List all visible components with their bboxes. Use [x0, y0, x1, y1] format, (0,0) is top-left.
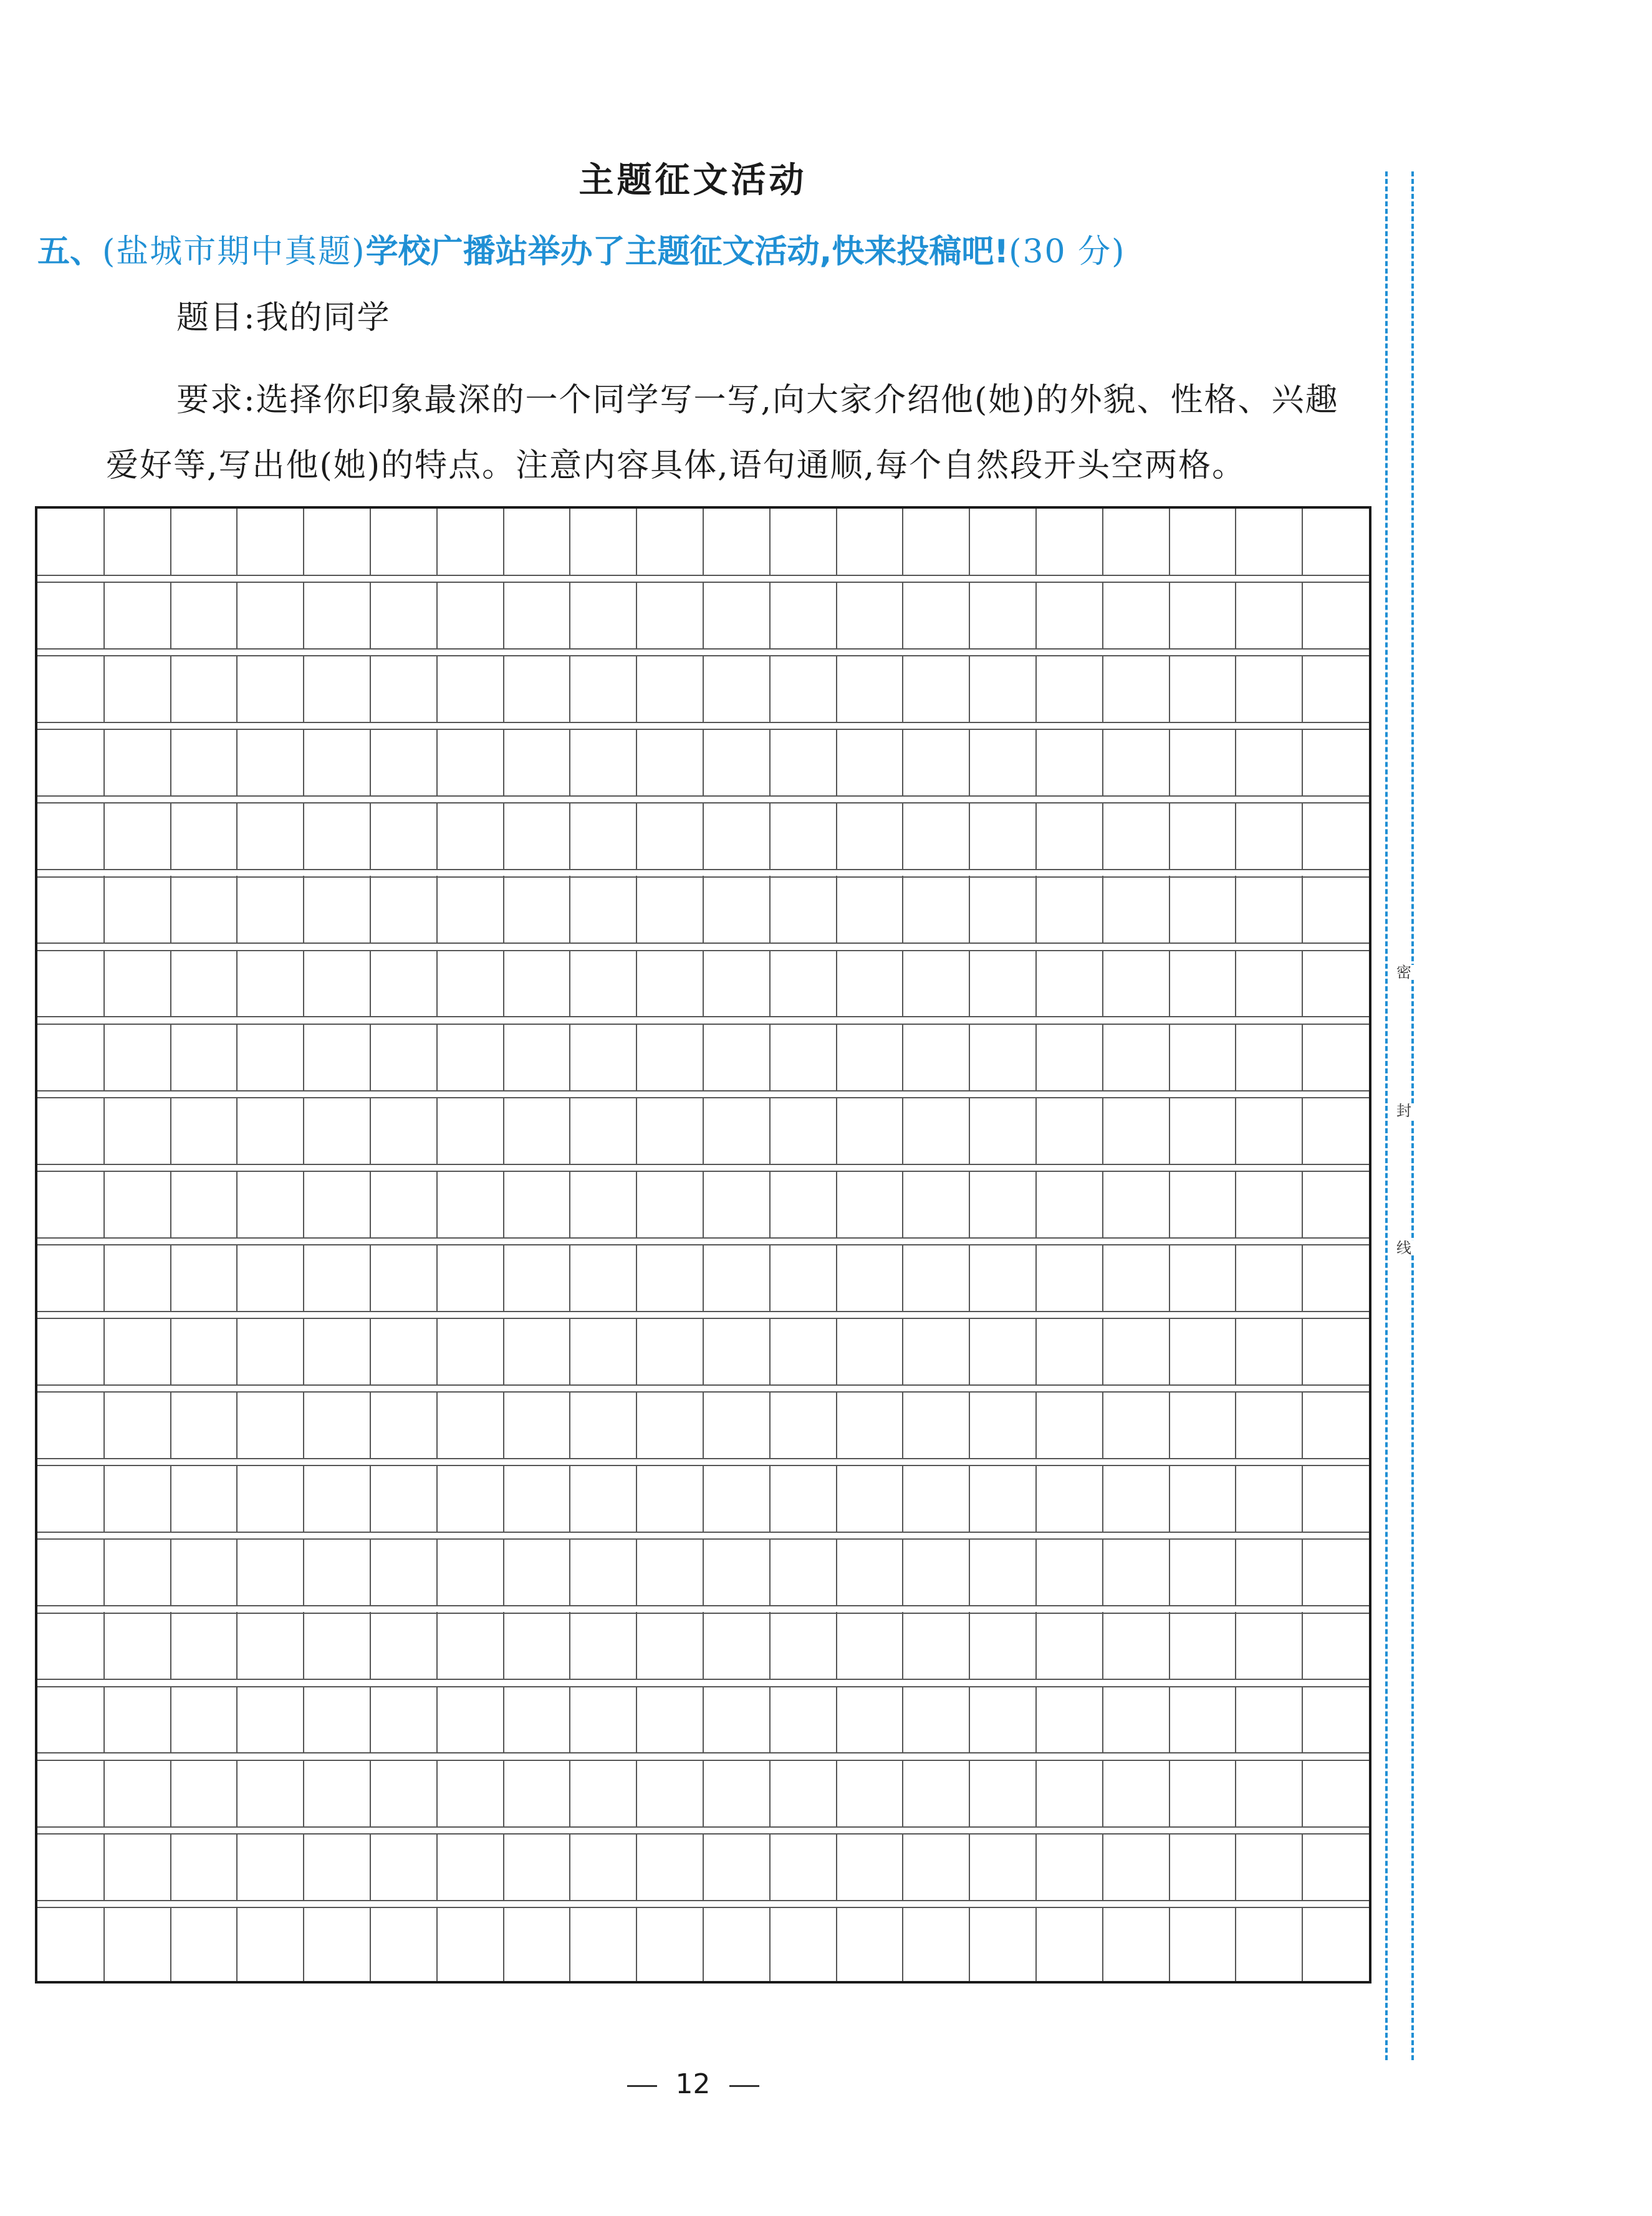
grid-row-gap	[37, 650, 1369, 655]
grid-row-line	[37, 1024, 1369, 1025]
grid-row-line	[37, 950, 1369, 951]
grid-row-gap	[37, 576, 1369, 582]
footer-dash-right	[729, 2085, 759, 2087]
grid-row-gap	[37, 1239, 1369, 1244]
page-footer	[0, 2068, 1386, 2100]
grid-row-gap	[37, 1091, 1369, 1097]
binding-label-feng: 封	[1391, 1103, 1416, 1118]
question-prompt	[37, 233, 1384, 271]
grid-row-line	[37, 1097, 1369, 1098]
grid-row-gap	[37, 1165, 1369, 1171]
question-source: (盐城市期中真题)	[102, 233, 366, 271]
grid-row-line	[37, 1391, 1369, 1393]
binding-dashed-line-left	[1385, 171, 1388, 2060]
grid-row-line	[37, 1465, 1369, 1466]
grid-row-gap	[37, 797, 1369, 802]
grid-row-line	[37, 1171, 1369, 1172]
essay-topic: 题目:我的同学	[176, 299, 391, 337]
question-number: 五、	[37, 233, 103, 271]
grid-row-gap	[37, 723, 1369, 729]
writing-grid[interactable]	[35, 506, 1371, 1983]
section-title: 主题征文活动	[579, 160, 807, 201]
grid-row-gap	[37, 944, 1369, 949]
grid-row-gap	[37, 1606, 1369, 1612]
grid-row-gap	[37, 1753, 1369, 1759]
grid-row-line	[37, 876, 1369, 878]
grid-row-line	[37, 729, 1369, 730]
grid-row-line	[37, 655, 1369, 656]
grid-row-gap	[37, 1828, 1369, 1833]
binding-label-xian: 线	[1391, 1240, 1416, 1255]
grid-row-line	[37, 1760, 1369, 1761]
question-score: (30 分)	[1009, 233, 1126, 271]
grid-row-line	[37, 1907, 1369, 1908]
grid-row-line	[37, 802, 1369, 803]
grid-row-gap	[37, 1459, 1369, 1465]
grid-row-line	[37, 1613, 1369, 1614]
grid-row-gap	[37, 870, 1369, 876]
grid-row-gap	[37, 1901, 1369, 1907]
grid-row-gap	[37, 1533, 1369, 1538]
grid-row-gap	[37, 1312, 1369, 1318]
grid-row-line	[37, 1318, 1369, 1319]
grid-row-line	[37, 582, 1369, 583]
binding-label-mi: 密	[1391, 965, 1416, 980]
grid-row-gap	[37, 1680, 1369, 1686]
essay-requirements: 要求:选择你印象最深的一个同学写一写,向大家介绍他(她)的外貌、性格、兴趣爱好等,写出他(她)的特点。注意内容具体,语句通顺,每个自然段开头空两格。	[106, 381, 1339, 484]
grid-row-line	[37, 1244, 1369, 1245]
grid-row-line	[37, 1538, 1369, 1540]
grid-row-gap	[37, 1017, 1369, 1023]
grid-row-gap	[37, 1386, 1369, 1391]
question-text: 学校广播站举办了主题征文活动,快来投稿吧!	[365, 233, 1009, 271]
page-number: 12	[675, 2068, 711, 2100]
grid-row-line	[37, 1686, 1369, 1687]
grid-row-line	[37, 1833, 1369, 1835]
footer-dash-left	[627, 2085, 657, 2087]
